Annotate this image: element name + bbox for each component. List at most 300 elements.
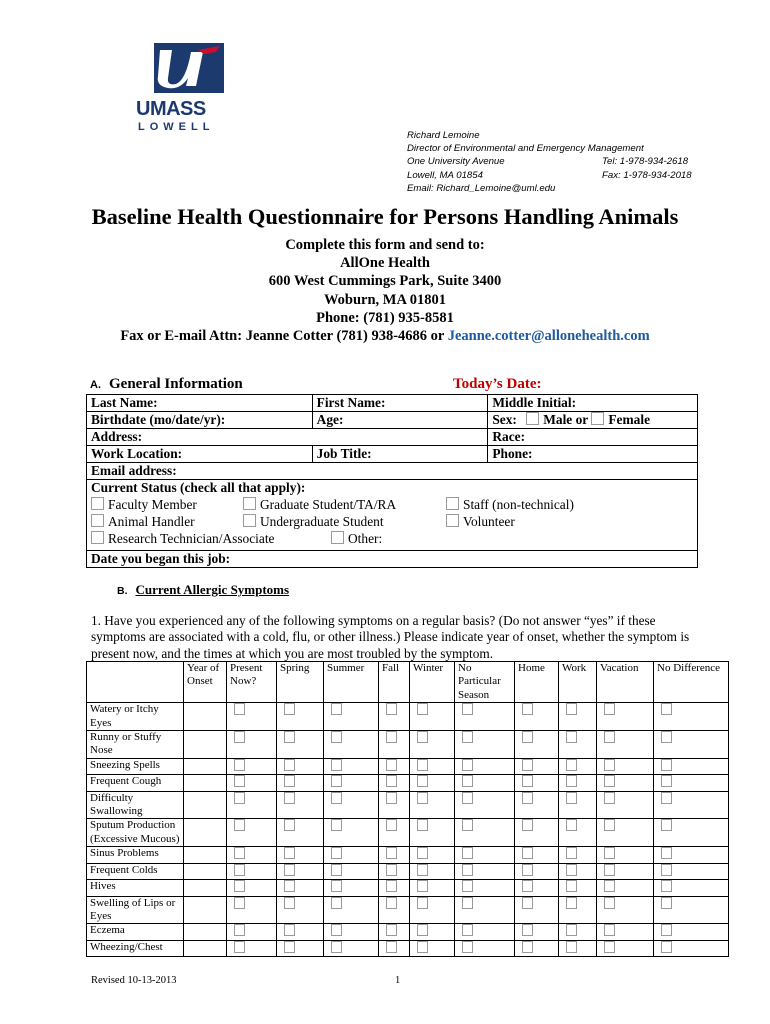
symptom-option-cell bbox=[227, 703, 277, 731]
symptom-checkbox[interactable] bbox=[386, 924, 397, 936]
symptom-checkbox[interactable] bbox=[234, 847, 245, 859]
year-of-onset-cell[interactable] bbox=[184, 896, 227, 924]
symptom-option-cell bbox=[654, 819, 729, 847]
symptom-option-cell bbox=[654, 791, 729, 819]
symptom-checkbox[interactable] bbox=[604, 775, 615, 787]
status-option-staff[interactable] bbox=[446, 497, 574, 513]
symptom-checkbox[interactable] bbox=[417, 792, 428, 804]
symptom-checkbox[interactable] bbox=[417, 897, 428, 909]
status-options bbox=[91, 496, 693, 550]
symptom-option-cell bbox=[277, 703, 324, 731]
symptom-checkbox[interactable] bbox=[522, 864, 533, 876]
symptom-option-cell bbox=[277, 775, 324, 791]
symptom-checkbox[interactable] bbox=[566, 792, 577, 804]
symptom-option-cell bbox=[515, 703, 559, 731]
symptom-row bbox=[87, 863, 729, 879]
year-of-onset-cell[interactable] bbox=[184, 847, 227, 863]
header-work: Work bbox=[559, 662, 597, 703]
symptom-row bbox=[87, 703, 729, 731]
first-name-field[interactable]: First Name: bbox=[312, 395, 488, 412]
symptom-checkbox[interactable] bbox=[604, 759, 615, 771]
header-present-now: Present Now? bbox=[227, 662, 277, 703]
symptom-option-cell bbox=[654, 731, 729, 759]
symptom-checkbox[interactable] bbox=[331, 924, 342, 936]
symptom-option-cell bbox=[654, 775, 729, 791]
symptom-checkbox[interactable] bbox=[661, 819, 672, 831]
symptom-checkbox[interactable] bbox=[462, 819, 473, 831]
symptom-checkbox[interactable] bbox=[661, 731, 672, 743]
symptom-checkbox[interactable] bbox=[417, 864, 428, 876]
symptom-checkbox[interactable] bbox=[386, 847, 397, 859]
symptom-option-cell bbox=[410, 791, 455, 819]
current-status-cell bbox=[87, 480, 698, 551]
symptom-checkbox[interactable] bbox=[604, 731, 615, 743]
or-label: or bbox=[575, 412, 589, 427]
symptom-label: Frequent Cough bbox=[87, 775, 184, 791]
todays-date-label[interactable]: Today’s Date: bbox=[453, 376, 542, 392]
symptom-option-cell bbox=[379, 896, 410, 924]
male-label: Male bbox=[543, 412, 573, 427]
symptom-checkbox[interactable] bbox=[331, 775, 342, 787]
symptom-checkbox[interactable] bbox=[331, 703, 342, 715]
symptom-checkbox[interactable] bbox=[284, 703, 295, 715]
symptom-checkbox[interactable] bbox=[522, 703, 533, 715]
symptom-checkbox[interactable] bbox=[661, 759, 672, 771]
symptom-checkbox[interactable] bbox=[566, 924, 577, 936]
symptom-checkbox[interactable] bbox=[661, 775, 672, 787]
symptom-checkbox[interactable] bbox=[566, 703, 577, 715]
female-checkbox[interactable] bbox=[591, 412, 604, 425]
symptom-option-cell bbox=[410, 863, 455, 879]
symptom-option-cell bbox=[597, 791, 654, 819]
symptom-checkbox[interactable] bbox=[284, 924, 295, 936]
header-spring: Spring bbox=[277, 662, 324, 703]
symptom-checkbox[interactable] bbox=[566, 847, 577, 859]
research-checkbox[interactable] bbox=[91, 531, 104, 544]
email-field[interactable]: Email address: bbox=[87, 463, 698, 480]
symptom-option-cell bbox=[324, 924, 379, 940]
symptom-option-cell bbox=[515, 775, 559, 791]
symptom-checkbox[interactable] bbox=[417, 775, 428, 787]
symptom-option-cell bbox=[324, 791, 379, 819]
birthdate-field[interactable]: Birthdate (mo/date/yr): bbox=[87, 412, 313, 429]
symptom-checkbox[interactable] bbox=[386, 819, 397, 831]
symptom-checkbox[interactable] bbox=[234, 775, 245, 787]
symptom-option-cell bbox=[597, 703, 654, 731]
symptom-option-cell bbox=[227, 775, 277, 791]
symptom-checkbox[interactable] bbox=[462, 897, 473, 909]
symptom-checkbox[interactable] bbox=[386, 941, 397, 953]
symptom-checkbox[interactable] bbox=[386, 759, 397, 771]
symptom-checkbox[interactable] bbox=[234, 941, 245, 953]
symptom-row bbox=[87, 791, 729, 819]
send-to-block bbox=[0, 236, 770, 345]
symptom-checkbox[interactable] bbox=[522, 880, 533, 892]
symptom-checkbox[interactable] bbox=[522, 819, 533, 831]
symptom-option-cell bbox=[227, 847, 277, 863]
symptom-option-cell bbox=[559, 847, 597, 863]
status-option-research[interactable] bbox=[91, 531, 275, 547]
animal-handler-checkbox[interactable] bbox=[91, 514, 104, 527]
symptom-checkbox[interactable] bbox=[417, 847, 428, 859]
symptom-label: Watery or Itchy Eyes bbox=[87, 703, 184, 731]
symptom-checkbox[interactable] bbox=[331, 792, 342, 804]
symptom-label: Sneezing Spells bbox=[87, 758, 184, 774]
symptom-option-cell bbox=[227, 758, 277, 774]
symptom-option-cell bbox=[559, 758, 597, 774]
symptom-checkbox[interactable] bbox=[234, 792, 245, 804]
symptom-option-cell bbox=[515, 880, 559, 896]
symptom-checkbox[interactable] bbox=[661, 880, 672, 892]
symptom-option-cell bbox=[227, 940, 277, 956]
date-began-field[interactable]: Date you began this job: bbox=[87, 551, 698, 568]
last-name-field[interactable]: Last Name: bbox=[87, 395, 313, 412]
symptom-label: Swelling of Lips or Eyes bbox=[87, 896, 184, 924]
symptom-option-cell bbox=[379, 880, 410, 896]
symptom-checkbox[interactable] bbox=[522, 775, 533, 787]
contact-tel: Tel: 1-978-934-2618 bbox=[602, 156, 689, 168]
symptom-option-cell bbox=[379, 924, 410, 940]
symptom-checkbox[interactable] bbox=[284, 819, 295, 831]
symptom-option-cell bbox=[597, 924, 654, 940]
symptom-option-cell bbox=[277, 896, 324, 924]
status-option-faculty[interactable] bbox=[91, 497, 197, 513]
year-of-onset-cell[interactable] bbox=[184, 863, 227, 879]
symptom-option-cell bbox=[410, 924, 455, 940]
symptom-option-cell bbox=[597, 819, 654, 847]
undergraduate-checkbox[interactable] bbox=[243, 514, 256, 527]
volunteer-checkbox[interactable] bbox=[446, 514, 459, 527]
graduate-checkbox[interactable] bbox=[243, 497, 256, 510]
symptom-option-cell bbox=[559, 880, 597, 896]
umass-lowell-logo bbox=[136, 38, 246, 138]
symptom-checkbox[interactable] bbox=[566, 864, 577, 876]
symptom-option-cell bbox=[597, 940, 654, 956]
gi-row-birth bbox=[87, 412, 698, 429]
symptom-checkbox[interactable] bbox=[417, 924, 428, 936]
symptom-checkbox[interactable] bbox=[522, 759, 533, 771]
symptom-checkbox[interactable] bbox=[661, 847, 672, 859]
symptom-checkbox[interactable] bbox=[462, 880, 473, 892]
undergraduate-label: Undergraduate Student bbox=[260, 514, 384, 529]
symptom-checkbox[interactable] bbox=[522, 847, 533, 859]
year-of-onset-cell[interactable] bbox=[184, 703, 227, 731]
symptom-option-cell bbox=[455, 924, 515, 940]
symptom-checkbox[interactable] bbox=[462, 941, 473, 953]
symptom-option-cell bbox=[324, 940, 379, 956]
symptom-option-cell bbox=[515, 731, 559, 759]
symptom-checkbox[interactable] bbox=[386, 703, 397, 715]
symptom-checkbox[interactable] bbox=[522, 924, 533, 936]
symptom-label: Sputum Production (Excessive Mucous) bbox=[87, 819, 184, 847]
research-label: Research Technician/Associate bbox=[108, 531, 275, 546]
symptom-option-cell bbox=[277, 731, 324, 759]
symptom-option-cell bbox=[227, 896, 277, 924]
status-option-other[interactable] bbox=[331, 531, 382, 547]
symptom-checkbox[interactable] bbox=[566, 941, 577, 953]
year-of-onset-cell[interactable] bbox=[184, 775, 227, 791]
symptom-checkbox[interactable] bbox=[386, 864, 397, 876]
symptom-checkbox[interactable] bbox=[604, 819, 615, 831]
symptom-option-cell bbox=[654, 896, 729, 924]
symptom-option-cell bbox=[227, 791, 277, 819]
symptom-option-cell bbox=[654, 924, 729, 940]
symptom-label: Wheezing/Chest bbox=[87, 940, 184, 956]
symptom-checkbox[interactable] bbox=[386, 731, 397, 743]
header-symptom bbox=[87, 662, 184, 703]
symptom-checkbox[interactable] bbox=[604, 847, 615, 859]
symptoms-body bbox=[87, 703, 729, 957]
symptom-checkbox[interactable] bbox=[522, 792, 533, 804]
symptom-option-cell bbox=[379, 791, 410, 819]
symptom-checkbox[interactable] bbox=[661, 864, 672, 876]
symptom-checkbox[interactable] bbox=[284, 792, 295, 804]
status-option-animal-handler[interactable] bbox=[91, 514, 195, 530]
phone-field[interactable]: Phone: bbox=[488, 446, 698, 463]
job-title-field[interactable]: Job Title: bbox=[312, 446, 488, 463]
work-location-field[interactable]: Work Location: bbox=[87, 446, 313, 463]
symptom-checkbox[interactable] bbox=[234, 703, 245, 715]
symptom-option-cell bbox=[654, 940, 729, 956]
symptom-checkbox[interactable] bbox=[604, 897, 615, 909]
gi-row-names bbox=[87, 395, 698, 412]
symptom-option-cell bbox=[277, 791, 324, 819]
symptom-checkbox[interactable] bbox=[661, 941, 672, 953]
symptom-checkbox[interactable] bbox=[462, 731, 473, 743]
symptom-checkbox[interactable] bbox=[331, 819, 342, 831]
symptom-checkbox[interactable] bbox=[661, 924, 672, 936]
symptom-checkbox[interactable] bbox=[386, 792, 397, 804]
symptom-checkbox[interactable] bbox=[234, 897, 245, 909]
symptom-checkbox[interactable] bbox=[566, 880, 577, 892]
symptom-option-cell bbox=[277, 758, 324, 774]
symptom-option-cell bbox=[654, 880, 729, 896]
symptom-checkbox[interactable] bbox=[284, 847, 295, 859]
year-of-onset-cell[interactable] bbox=[184, 940, 227, 956]
symptom-checkbox[interactable] bbox=[331, 847, 342, 859]
send-to-line4: Woburn, MA 01801 bbox=[323, 291, 447, 308]
contact-street: One University Avenue bbox=[407, 156, 505, 168]
question-1: 1. Have you experienced any of the following symptoms on a regular basis? (Do not answer “yes” if these symptoms are associated with a cold, flu, or other illness.) Please indicate year of onset, whether the symptom is present now, and the times at which you are most troubled by the symptom. bbox=[91, 613, 690, 661]
symptom-option-cell bbox=[654, 703, 729, 731]
symptom-checkbox[interactable] bbox=[462, 792, 473, 804]
symptom-checkbox[interactable] bbox=[234, 759, 245, 771]
symptom-checkbox[interactable] bbox=[604, 792, 615, 804]
symptom-row bbox=[87, 940, 729, 956]
symptom-option-cell bbox=[277, 819, 324, 847]
symptom-checkbox[interactable] bbox=[522, 897, 533, 909]
section-a-heading bbox=[90, 376, 243, 393]
symptom-checkbox[interactable] bbox=[234, 924, 245, 936]
symptom-checkbox[interactable] bbox=[331, 897, 342, 909]
symptom-checkbox[interactable] bbox=[417, 941, 428, 953]
symptom-checkbox[interactable] bbox=[522, 941, 533, 953]
header-no-season: No Particular Season bbox=[455, 662, 515, 703]
symptom-checkbox[interactable] bbox=[284, 775, 295, 787]
symptom-checkbox[interactable] bbox=[522, 731, 533, 743]
symptom-option-cell bbox=[324, 758, 379, 774]
symptom-checkbox[interactable] bbox=[462, 759, 473, 771]
symptom-option-cell bbox=[324, 703, 379, 731]
symptom-option-cell bbox=[277, 940, 324, 956]
symptom-option-cell bbox=[324, 847, 379, 863]
symptom-checkbox[interactable] bbox=[417, 759, 428, 771]
current-status-label: Current Status (check all that apply): bbox=[91, 480, 306, 495]
symptom-checkbox[interactable] bbox=[234, 880, 245, 892]
status-option-volunteer[interactable] bbox=[446, 514, 515, 530]
footer-revised: Revised 10-13-2013 bbox=[91, 975, 177, 986]
symptoms-table bbox=[86, 661, 729, 957]
symptom-row bbox=[87, 896, 729, 924]
symptom-checkbox[interactable] bbox=[331, 880, 342, 892]
middle-initial-field[interactable]: Middle Initial: bbox=[488, 395, 698, 412]
symptom-option-cell bbox=[410, 775, 455, 791]
staff-checkbox[interactable] bbox=[446, 497, 459, 510]
symptom-option-cell bbox=[559, 896, 597, 924]
symptom-checkbox[interactable] bbox=[462, 703, 473, 715]
sex-label: Sex: bbox=[492, 412, 517, 427]
symptom-option-cell bbox=[324, 731, 379, 759]
symptom-option-cell bbox=[597, 775, 654, 791]
symptom-option-cell bbox=[379, 863, 410, 879]
symptom-option-cell bbox=[559, 791, 597, 819]
symptom-checkbox[interactable] bbox=[284, 864, 295, 876]
contact-name: Richard Lemoine bbox=[407, 130, 480, 141]
symptom-row bbox=[87, 924, 729, 940]
symptom-option-cell bbox=[654, 863, 729, 879]
symptom-option-cell bbox=[410, 758, 455, 774]
symptom-checkbox[interactable] bbox=[417, 703, 428, 715]
symptom-checkbox[interactable] bbox=[386, 775, 397, 787]
age-field[interactable]: Age: bbox=[312, 412, 488, 429]
symptom-option-cell bbox=[277, 880, 324, 896]
symptom-checkbox[interactable] bbox=[234, 864, 245, 876]
symptom-option-cell bbox=[324, 863, 379, 879]
status-option-graduate[interactable] bbox=[243, 497, 396, 513]
faculty-checkbox[interactable] bbox=[91, 497, 104, 510]
symptom-checkbox[interactable] bbox=[284, 759, 295, 771]
symptom-checkbox[interactable] bbox=[604, 924, 615, 936]
symptom-option-cell bbox=[324, 819, 379, 847]
symptom-checkbox[interactable] bbox=[331, 864, 342, 876]
address-field[interactable]: Address: bbox=[87, 429, 488, 446]
symptom-checkbox[interactable] bbox=[661, 703, 672, 715]
year-of-onset-cell[interactable] bbox=[184, 731, 227, 759]
symptom-option-cell bbox=[559, 775, 597, 791]
header-summer: Summer bbox=[324, 662, 379, 703]
symptom-checkbox[interactable] bbox=[604, 864, 615, 876]
symptom-option-cell bbox=[559, 863, 597, 879]
symptom-option-cell bbox=[379, 731, 410, 759]
symptom-checkbox[interactable] bbox=[566, 819, 577, 831]
symptom-option-cell bbox=[227, 731, 277, 759]
symptom-checkbox[interactable] bbox=[566, 731, 577, 743]
send-to-line6 bbox=[0, 327, 770, 345]
gi-row-status bbox=[87, 480, 698, 551]
symptom-checkbox[interactable] bbox=[284, 941, 295, 953]
symptom-checkbox[interactable] bbox=[417, 819, 428, 831]
symptom-label: Sinus Problems bbox=[87, 847, 184, 863]
symptom-checkbox[interactable] bbox=[284, 880, 295, 892]
race-field[interactable]: Race: bbox=[488, 429, 698, 446]
symptom-checkbox[interactable] bbox=[566, 759, 577, 771]
symptom-option-cell bbox=[455, 880, 515, 896]
symptom-option-cell bbox=[410, 731, 455, 759]
symptom-checkbox[interactable] bbox=[604, 880, 615, 892]
symptom-checkbox[interactable] bbox=[462, 847, 473, 859]
contact-row-city bbox=[407, 169, 697, 182]
symptom-checkbox[interactable] bbox=[386, 880, 397, 892]
symptom-checkbox[interactable] bbox=[462, 775, 473, 787]
year-of-onset-cell[interactable] bbox=[184, 880, 227, 896]
symptom-checkbox[interactable] bbox=[234, 731, 245, 743]
symptom-option-cell bbox=[597, 758, 654, 774]
year-of-onset-cell[interactable] bbox=[184, 819, 227, 847]
contact-block bbox=[407, 129, 697, 195]
page-title: Baseline Health Questionnaire for Persons Handling Animals bbox=[91, 204, 679, 229]
contact-email: Email: Richard_Lemoine@uml.edu bbox=[407, 182, 556, 194]
symptom-checkbox[interactable] bbox=[661, 897, 672, 909]
symptom-checkbox[interactable] bbox=[284, 731, 295, 743]
send-to-email-link[interactable]: Jeanne.cotter@allonehealth.com bbox=[447, 328, 650, 345]
symptom-checkbox[interactable] bbox=[462, 864, 473, 876]
symptom-checkbox[interactable] bbox=[386, 897, 397, 909]
symptom-option-cell bbox=[455, 703, 515, 731]
symptom-checkbox[interactable] bbox=[417, 731, 428, 743]
header-no-difference: No Difference bbox=[654, 662, 729, 703]
logo-text-lowell: LOWELL bbox=[138, 121, 215, 133]
year-of-onset-cell[interactable] bbox=[184, 924, 227, 940]
symptom-checkbox[interactable] bbox=[462, 924, 473, 936]
symptom-checkbox[interactable] bbox=[284, 897, 295, 909]
symptom-option-cell bbox=[654, 758, 729, 774]
header-fall: Fall bbox=[379, 662, 410, 703]
symptom-checkbox[interactable] bbox=[234, 819, 245, 831]
graduate-label: Graduate Student/TA/RA bbox=[260, 497, 397, 512]
symptom-checkbox[interactable] bbox=[331, 759, 342, 771]
symptom-checkbox[interactable] bbox=[331, 941, 342, 953]
symptom-option-cell bbox=[227, 863, 277, 879]
year-of-onset-cell[interactable] bbox=[184, 791, 227, 819]
symptom-option-cell bbox=[515, 819, 559, 847]
symptom-checkbox[interactable] bbox=[661, 792, 672, 804]
year-of-onset-cell[interactable] bbox=[184, 758, 227, 774]
gi-row-email bbox=[87, 463, 698, 480]
other-checkbox[interactable] bbox=[331, 531, 344, 544]
symptom-checkbox[interactable] bbox=[331, 731, 342, 743]
symptom-checkbox[interactable] bbox=[604, 941, 615, 953]
symptom-option-cell bbox=[227, 924, 277, 940]
send-to-line1: Complete this form and send to: bbox=[285, 237, 485, 253]
status-option-undergraduate[interactable] bbox=[243, 514, 384, 530]
symptom-option-cell bbox=[455, 775, 515, 791]
symptom-option-cell bbox=[597, 863, 654, 879]
symptom-option-cell bbox=[410, 880, 455, 896]
symptom-checkbox[interactable] bbox=[417, 880, 428, 892]
section-a-title: General Information bbox=[109, 376, 243, 392]
section-b-heading bbox=[117, 582, 289, 598]
header-year-onset: Year of Onset bbox=[184, 662, 227, 703]
symptom-checkbox[interactable] bbox=[566, 897, 577, 909]
symptom-row bbox=[87, 847, 729, 863]
symptom-checkbox[interactable] bbox=[604, 703, 615, 715]
symptom-checkbox[interactable] bbox=[566, 775, 577, 787]
male-checkbox[interactable] bbox=[526, 412, 539, 425]
symptom-row bbox=[87, 819, 729, 847]
general-info-table bbox=[86, 394, 698, 568]
footer-page-number: 1 bbox=[395, 975, 401, 986]
symptom-option-cell bbox=[277, 863, 324, 879]
